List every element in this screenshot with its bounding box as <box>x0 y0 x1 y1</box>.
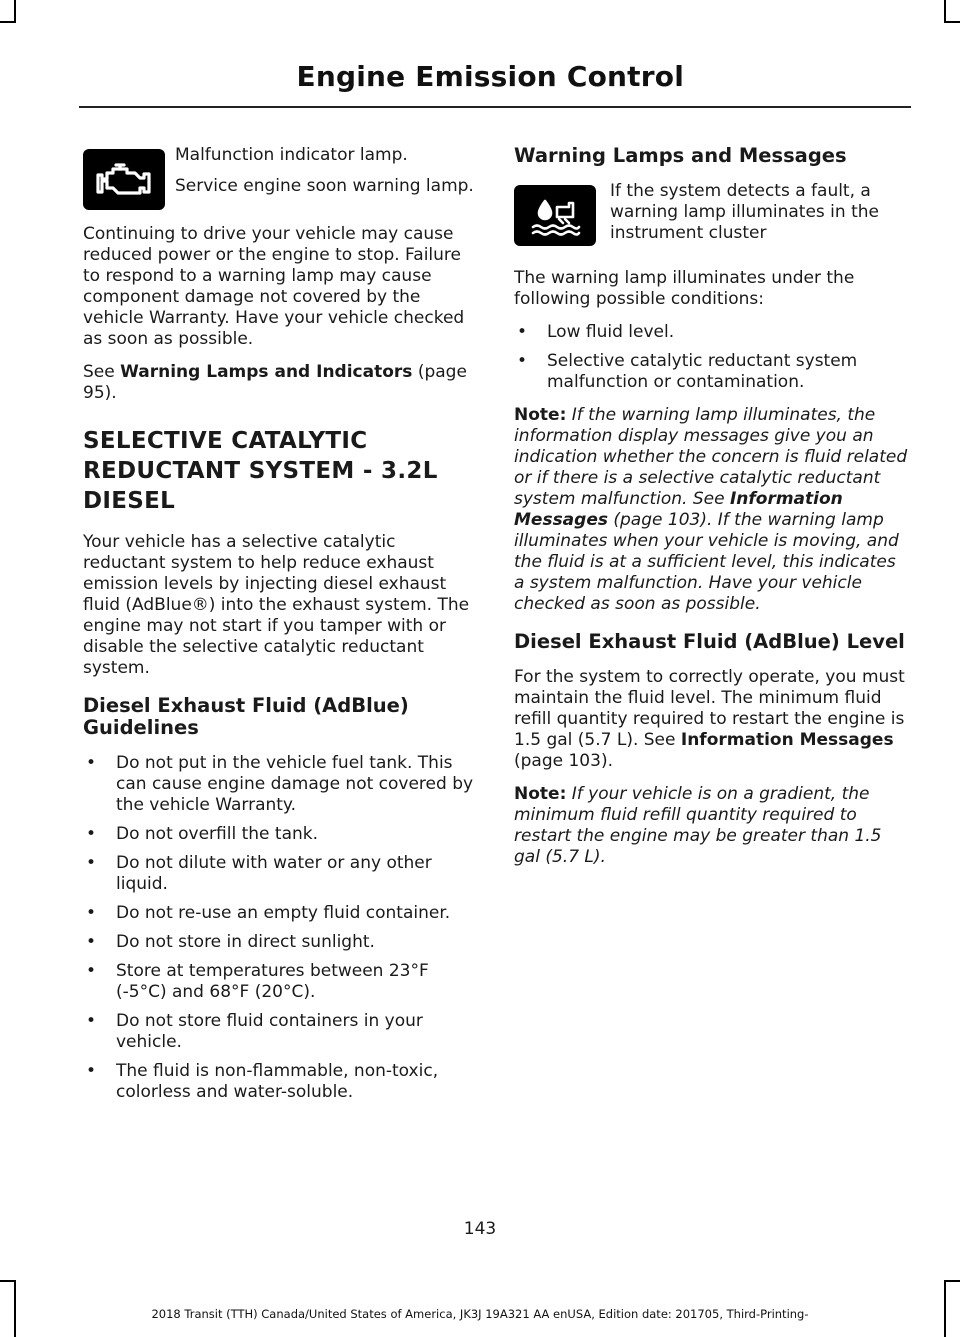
list-item: • Selective catalytic reductant system malfunction or contamination. <box>514 351 909 393</box>
warning-lamps-heading: Warning Lamps and Messages <box>514 144 847 167</box>
def-icon-text <box>610 181 909 254</box>
mil-text <box>175 145 474 207</box>
fault-text: If the system detects a fault, a warning lamp illuminates in the instrument cluster <box>610 181 879 243</box>
level-heading: Diesel Exhaust Fluid (AdBlue) Level <box>514 630 905 653</box>
page-number: 143 <box>463 1219 497 1239</box>
crop-mark <box>944 21 960 23</box>
list-item: • Store at temperatures between 23°F (-5°C) and 68°F (20°C). <box>83 961 478 1003</box>
guidelines-heading: Diesel Exhaust Fluid (AdBlue) Guidelines <box>83 694 409 739</box>
crop-mark <box>0 1280 16 1282</box>
crop-mark <box>944 1280 960 1282</box>
ses-label: Service engine soon warning lamp. <box>175 176 474 196</box>
note-information-messages: Note: If the warning lamp illuminates, the information display messages give you an indication whether the concern is fluid related or if there is a selective catalytic reductant system malfunction. See Information Messages (page 103). If the warning lamp illuminates when your vehicle is moving, and the fluid is at a sufficient level, this indicates a system malfunction. Have your vehicle checked as soon as possible. <box>514 405 908 614</box>
crop-mark <box>944 0 946 22</box>
information-messages-link[interactable]: Information Messages <box>514 489 843 530</box>
check-engine-icon <box>83 149 165 210</box>
left-column <box>83 145 478 1115</box>
mil-label: Malfunction indicator lamp. <box>175 145 408 165</box>
drive-warning-paragraph: Continuing to drive your vehicle may cause reduced power or the engine to stop. Failure to respond to a warning lamp may cause component damage not covered by the vehicle Warranty. Have your vehicle checked as soon as possible. <box>83 224 465 349</box>
crop-mark <box>0 21 16 23</box>
right-column <box>514 145 909 880</box>
level-paragraph: For the system to correctly operate, you must maintain the fluid level. The minimum fluid refill quantity required to restart the engine is 1.5 gal (5.7 L). See Information Messages (page 103). <box>514 667 905 771</box>
warning-lamps-link[interactable]: Warning Lamps and Indicators <box>120 362 413 382</box>
see-reference: See Warning Lamps and Indicators (page 95). <box>83 362 467 403</box>
def-icon-block <box>514 181 909 254</box>
footer-text: 2018 Transit (TTH) Canada/United States of America, JK3J 19A321 AA enUSA, Edition date: 201705, Third-Printing- <box>151 1307 809 1321</box>
scr-intro-paragraph: Your vehicle has a selective catalytic reductant system to help reduce exhaust emission levels by injecting diesel exhaust fluid (AdBlue®) into the exhaust system. The engine may not start if you tamper with or disable the selective catalytic reductant system. <box>83 532 470 678</box>
list-item: • The fluid is non-flammable, non-toxic, colorless and water-soluble. <box>83 1061 478 1103</box>
mil-icon-block <box>83 145 478 210</box>
guidelines-list <box>83 753 478 1103</box>
header-divider <box>79 106 911 108</box>
note-gradient: Note: If your vehicle is on a gradient, the minimum fluid refill quantity required to restart the engine may be greater than 1.5 gal (5.7 L). <box>514 784 882 867</box>
crop-mark <box>14 0 16 22</box>
section-title: SELECTIVE CATALYTIC REDUCTANT SYSTEM - 3.2L DIESEL <box>83 428 438 514</box>
information-messages-link[interactable]: Information Messages <box>680 730 894 750</box>
diesel-exhaust-fluid-icon <box>514 185 596 246</box>
list-item: • Do not put in the vehicle fuel tank. This can cause engine damage not covered by the vehicle Warranty. <box>83 753 478 816</box>
page-header-title: Engine Emission Control <box>296 60 684 93</box>
conditions-list <box>514 322 909 393</box>
list-item: • Do not dilute with water or any other liquid. <box>83 853 478 895</box>
list-item: • Low fluid level. <box>514 322 909 343</box>
list-item: • Do not re-use an empty fluid container. <box>83 903 478 924</box>
list-item: • Do not store in direct sunlight. <box>83 932 478 953</box>
list-item: • Do not overfill the tank. <box>83 824 478 845</box>
conditions-intro: The warning lamp illuminates under the following possible conditions: <box>514 268 855 309</box>
list-item: • Do not store fluid containers in your vehicle. <box>83 1011 478 1053</box>
